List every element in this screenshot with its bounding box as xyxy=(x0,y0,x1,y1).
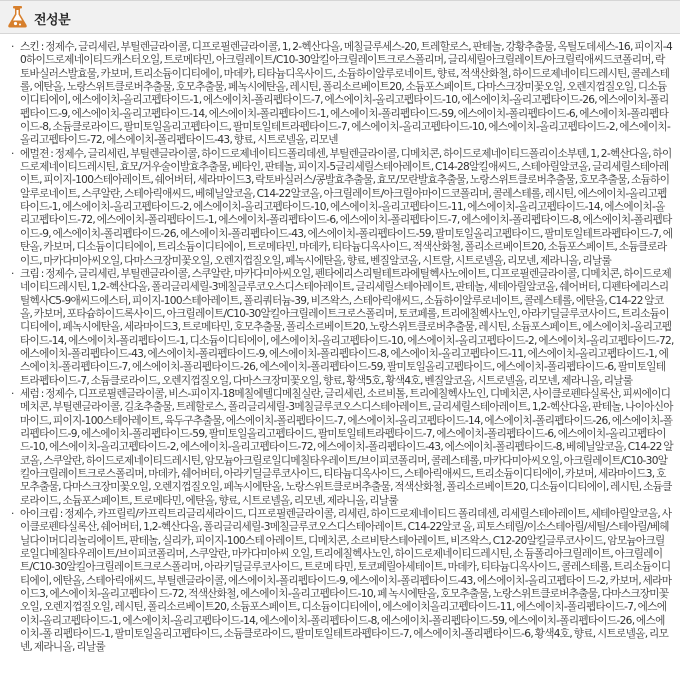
bullet: · xyxy=(11,41,14,53)
bullet: · xyxy=(11,508,14,521)
ingredient-item-skin xyxy=(6,41,674,148)
ingredient-text: 세럼 : 정제수, 디프로필렌글라이콜, 비스-피이지-18메칠에텔디메칠실란, 글리세린, 소르비톨, 트리에칠헥사노인, 디메치콘, 사이클로펜타실록산, 피씨에이디메치콘, 부틸렌글라이콜, 길초추출물, 트레할로스, 폴리글리세릴-3메칠글루코오스디스테아레이트, 글리세릴스테아레이트, 1,2-헥산다올, 판테놀, 나이아신아마이드, 피이지-100스테아레이트, 육두구추출물, 에스에이치-폴리펩타이드-7, 에스에이치-올리고펩타이드-14, 에스에이치-폴리펩타이드-26, 에스에이치-폴리펩타이드-9, 에스에이치-폴리펩타이드-59, 팔미토일올리고펩타이드, 팔미토일테트라펩타이드-7, 에스에이치-폴리펩타이드-6, 에스에이치-올리고펩타이드-10, 에스에이치-올리고펩타이드-2, 에스에이치-올리고펩타이드-72, 에스에이치-폴리펩타이드-43, 에스에이치-폴리펩타이드-8, 베헤닐알코올, C14-22 알코올, 스쿠알란, 하이드로제네이티드레시틴, 암모늄아크릴로일디메칠타우레이트/브이피코폴리머, 콜레스테롤, 마카다미아씨오일, 아크릴레이트/C10-30알킬아크릴레이트크로스폴리머, 마데카, 쉐어버터, 아라키딜글루코사이드, 티타늄디옥사이드, 스테아릭애씨드, 트리소듐이디티에이, 카보머, 세라마이드3, 호모추출물, 다마스크장미꽃오일, 오렌지껍질오일, 페녹시에탄올, 노랑스위트클로버추출물, 적색산화철, 폴리소르베이트20, 디소듐이디티에이, 레시틴, 소듐클로라이드, 소듐포스페이트, 트로메타민, 에탄올, 향료, 시트로넬올, 리모넨, 제라니올, 리날룰 xyxy=(20,387,673,507)
ingredient-item-cream xyxy=(6,268,674,388)
bullet: · xyxy=(11,387,14,400)
ingredient-text: 스킨 : 정제수, 글리세린, 부틸렌글라이콜, 디프로필렌글라이콜, 1, 2-헥산다올, 메칠글루세스-20, 트레할로스, 판테놀, 강황추출물, 옥틸도데세스-16, 피이지-40하이드로제네이티드캐스터오일, 트로메타민, 아크릴레이트/C10-30알킬아크릴레이트크로스폴리머, 글리세릴아크릴레이트/아크릴릭애씨드코폴리머, 락토바실러스발효물, 카보머, 트리소듐이디티에이, 마데카, 티타늄디옥사이드, 소듐하이알루로네이트, 향료, 적색산화철, 하이드로제네이티드레시틴, 콜레스테롤, 에탄올, 노랑스위트클로버추출물, 호모추출물, 페녹시에탄올, 레시틴, 폴리소르베이트20, 소듐포스페이트, 다마스크장미꽃오일, 오렌지껍질오일, 디소듐이디티에이, 에스에이치-올리고펩타이드-1, 에스에이치-폴리펩타이드-7, 에스에이치-올리고펩타이드-10, 에스에이치-올리고펩타이드-26, 에스에이치-폴리펩타이드-9, 에스에이치-올리고펩타이드-14, 에스에이치-폴리펩타이드-1, 에스에이치-폴리펩타이드-59, 에스에이치-폴리펩타이드-6, 에스에이치-폴리펩타이드-8, 소듐클로라이드, 팔미토일올리고펩타이드, 팔미토일테트라펩타이드-7, 에스에이치-올리고펩타이드-10, 에스에이치-올리고펩타이드-2, 에스에이치-올리고펩타이드-72, 에스에이치-폴리펩타이드-43, 향료, 시트로넬올, 리모넨 xyxy=(20,41,673,147)
bullet: · xyxy=(11,267,14,280)
ingredient-list xyxy=(6,41,674,655)
ingredient-item-serum xyxy=(6,388,674,508)
ingredient-text: 크림 : 정제수, 글리세린, 부틸렌글라이콜, 스쿠알란, 마카다미아씨오일, 펜타에리스리틸테트라에틸헥사노에이트, 디프로필렌글라이콜, 디메치콘, 하이드로제네이티드레시틴, 1,2-헥산다올, 폴리글리세릴-3메칠글루코오스디스테아레이트, 글리세릴스테아레이트, 판테놀, 세테아릴알코올, 쉐어버터, 디펜타에리스리틸헥사C5-9애씨드에스터, 피이지-100스테아레이트, 폴리쿼터늄-39, 비즈왁스, 스테아릭애씨드, 소듐하이알루로네이트, 콜레스테롤, 에탄올, C14-22 알코올, 카보머, 포타슘하이드록사이드, 아크릴레이트/C10-30알킬아크릴레이트크로스폴리머, 토코페롤, 트리에칠헥사노인, 아라키딜글루코사이드, 트리소듐이디티에이, 페녹시에탄올, 세라마이드3, 트로메타민, 호모추출물, 폴리소르베이트20, 노랑스위트클로버추출물, 레시틴, 소듐포스페이트, 에스에이치-올리고펩타이드-14, 에스에이치-폴리펩타이드-1, 디소듐이디티에이, 에스에이치-올리고펩타이드-10, 에스에이치-올리고펩타이드-2, 에스에이치-올리고펩타이드-72, 에스에이치-폴리펩타이드-43, 에스에이치-폴리펩타이드-9, 에스에이치-폴리펩타이드-8, 에스에이치-올리고펩타이드-11, 에스에이치-올리고펩타이드-1, 에스에이치-폴리펩타이드-7, 에스에이치-폴리펩타이드-26, 에스에이치-폴리펩타이드-59, 팔미토일올리고펩타이드, 에스에이치-폴리펩타이드-6, 팔미토일테트라펩타이드-7, 소듐클로라이드, 오렌지껍질오일, 다마스크장미꽃오일, 향료, 황색5호, 황색4호, 벤질알코올, 시트로넬올, 리모넨, 제라니올, 리날룰 xyxy=(20,267,674,387)
ingredient-item-eye-cream xyxy=(6,508,674,655)
ingredient-item-emulsion xyxy=(6,148,674,268)
flask-icon xyxy=(6,5,29,29)
section-header xyxy=(0,0,680,34)
bullet: · xyxy=(11,147,14,160)
section-title: 전성분 xyxy=(34,13,71,28)
ingredient-text: 에멀젼 : 정제수, 글리세린, 부틸렌글라이콜, 하이드로제네이티드폴리데센, 부틸렌글라이콜, 디메치콘, 하이드로제네이티드폴리이소부텐, 1, 2-헥산다올, 하이드로제네이티드레시틴, 효모/거우술이발효추출물, 베타인, 판테놀, 피이지-5글리세릴스테아레이트, C14-28알킬애씨드, 스테아릴알코올, 글리세릴스테아레이트, 피이지-100스테아레이트, 쉐어버터, 세라마이드3, 락토바실러스/콩발효추출물, 효모/모란발효추출물, 노랑스위트클로버추출물, 호모추출물, 소듐하이알루로네이트, 스쿠알란, 스테아릭애씨드, 베헤닐알코올, C14-22알코올, 아크릴레이트/아크릴아마이드코폴리머, 콜레스테롤, 레시틴, 에스에이치-올리고펩타이드-1, 에스에이치-올리고펩타이드-2, 에스에이치-올리고펩타이드-10, 에스에이치-올리고펩타이드-11, 에스에이치-올리고펩타이드-14, 에스에이치-올리고펩타이드-72, 에스에이치-폴리펩타이드-1, 에스에이치-폴리펩타이드-6, 에스에이치-폴리펩타이드-7, 에스에이치-폴리펩타이드-8, 에스에이치-폴리펩타이드-9, 에스에이치-폴리펩타이드-26, 에스에이치-폴리펩타이드-43, 에스에이치-폴리펩타이드-59, 팔미토일올리고펩타이드, 팔미토일테트라펩타이드-7, 에탄올, 카보머, 디소듐이디티에이, 트리소듐이디티에이, 트로메타민, 마데카, 티타늄디옥사이드, 적색산화철, 폴리소르베이트20, 소듐포스페이트, 소듐클로라이드, 마카다미아씨오일, 다마스크장미꽃오일, 오렌지껍질오일, 페녹시에탄올, 향료, 벤질알코올, 시트랄, 시트로넬올, 리모넨, 제라니올, 리날룰 xyxy=(20,147,673,267)
ingredient-text: 아이크림 : 정제수, 카프릴릭/카프릭트리글리세라이드, 디프로필렌글라이콜, 리세린, 하이드로제네이티드 폴리데센, 리세릴스테아레이트, 세테아릴알코올, 사이클로펜타실록산, 쉐어버터, 1,2-헥산다올, 폴리글리세릴-3메칠글루코오스디스테아레이트, C14-22알코 올, 피토스테릴/이소스테아릴/세틸/스테아릴/베헤닐다이머디리놀리에이트, 판테놀, 실리카, 피이지-100스테 아레이트, 디메치콘, 소르비탄스테아레이트, 비즈왁스, C12-20알킬글루코사이드, 암모늄아크릴로일디메칠타우레이트/브이피코폴리머, 스쿠알란, 마카다미아씨 오일, 트리에칠헥사노인, 하이드로제네이티드레시틴, 소 듐폴리아크릴레이트, 아크릴레이트/C10-30알킬아크릴레이트크로스폴리머, 아라키딜글루코사이드, 트로메 타민, 토코페릴아세테이트, 마데카, 티타늄디옥사이드, 콜레스테롤, 트리소듐이디티에이, 에탄올, 스테아릭애씨드, 부틸렌글라이콜, 에스에이치-폴리펩타이드-9, 에스에이치-폴리펩타이드-43, 에스에이치-올리고펩타이 드-2, 카보머, 세라마이드3, 에스에이치-올리고펩타이 드-72, 적색산화철, 에스에이치-올리고펩타이드-10, 페 녹시에탄올, 호모추출물, 노랑스위트클로버추출물, 다마스크장미꽃오일, 오렌지껍질오일, 레시틴, 폴리소르베이트20, 소듐포스페이트, 디소듐이디티에이, 에스에이치올리고펩타이드-11, 에스에이치-폴리펩타이드-7, 에스에 이치-올리고펩타이드-1, 에스에이치-올리고펩타이드-14, 에스에이치-폴리펩타이드-8, 에스에이치-폴리펩타이드-59, 에스에이치-폴리펩타이드-26, 에스에이치-폴 리펩타이드-1, 팔미토일올리고펩타이드, 소듐클로라이드, 팔미토일테트라펩타이드-7, 에스에이치-폴리펩타이드-6, 황색4호, 향료, 시트로넬올, 리모넨, 제라니올, 리날룰 xyxy=(20,508,672,654)
